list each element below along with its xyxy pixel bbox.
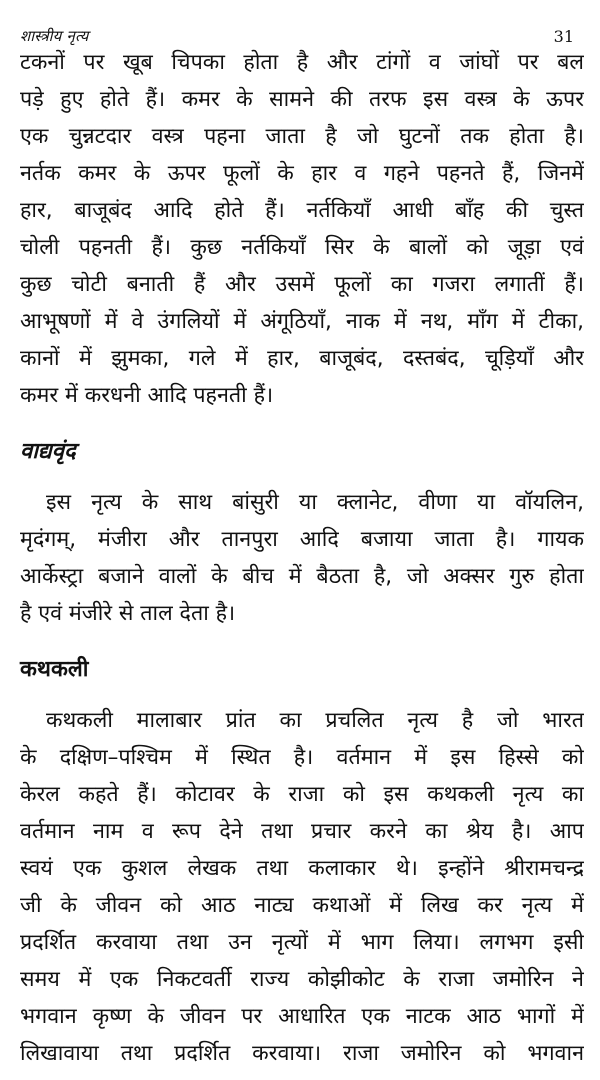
text-line: चोली पहनती हैं। कुछ नर्तकियाँ सिर के बालों को जूड़ा एवं [20,235,584,260]
text-line: आभूषणों में वे उंगलियों में अंगूठियाँ, नाक में नथ, माँग में टीका, [20,309,584,334]
text-line: कानों में झुमका, गले में हार, बाजूबंद, दस्तबंद, चूड़ियाँ और [20,346,584,371]
section-heading-vadyavrind: वाद्यवृंद [20,439,76,464]
section-heading-kathakali: कथकली [20,657,89,682]
page-number: 31 [553,27,574,46]
text-line: भगवान कृष्ण के जीवन पर आधारित एक नाटक आठ भागों में [20,1004,584,1029]
text-line: समय में एक निकटवर्ती राज्य कोझीकोट के राजा जमोरिन ने [20,967,584,992]
text-line: कुछ चोटी बनाती हैं और उसमें फूलों का गजरा लगातीं हैं। [20,272,584,297]
text-line: पड़े हुए होते हैं। कमर के सामने की तरफ इस वस्त्र के ऊपर [20,87,584,112]
text-line: कमर में करधनी आदि पहनती हैं। [20,383,274,408]
text-line: जी के जीवन को आठ नाट्य कथाओं में लिख कर नृत्य में [20,893,584,918]
text-line: प्रदर्शित करवाया तथा उन नृत्यों में भाग लिया। लगभग इसी [20,930,584,955]
running-header [20,0,584,44]
text-line: हार, बाजूबंद आदि होते हैं। नर्तकियाँ आधी बाँह की चुस्त [20,198,584,223]
paragraph-instruments [20,484,584,632]
text-line: आर्केस्ट्रा बजाने वालों के बीच में बैठता है, जो अक्सर गुरु होता [20,564,584,589]
text-line: इस नृत्य के साथ बांसुरी या क्लानेट, वीणा या वॉयलिन, [46,490,584,515]
text-line: एक चुन्नटदार वस्त्र पहना जाता है जो घुटनों तक होता है। [20,124,584,149]
text-line: स्वयं एक कुशल लेखक तथा कलाकार थे। इन्होंने श्रीरामचन्द्र [20,856,584,881]
text-line: है एवं मंजीरे से ताल देता है। [20,601,236,626]
text-line: लिखावाया तथा प्रदर्शित करवाया। राजा जमोरिन को भगवान [20,1041,584,1066]
text-line: टकनों पर खूब चिपका होता है और टांगों व जांघों पर बल [20,50,584,75]
text-line: वर्तमान नाम व रूप देने तथा प्रचार करने का श्रेय है। आप [20,819,584,844]
paragraph-kathakali [20,702,584,1072]
text-line: कथकली मालाबार प्रांत का प्रचलित नृत्य है जो भारत [46,708,584,733]
paragraph-costume [20,44,584,414]
text-line: के दक्षिण–पश्चिम में स्थित है। वर्तमान में इस हिस्से को [20,745,584,770]
text-line: नर्तक कमर के ऊपर फूलों के हार व गहने पहनते हैं, जिनमें [20,161,584,186]
text-line: केरल कहते हैं। कोटावर के राजा को इस कथकली नृत्य का [20,782,584,807]
text-line: मृदंगम्, मंजीरा और तानपुरा आदि बजाया जाता है। गायक [20,527,584,552]
running-title: शास्त्रीय नृत्य [20,27,89,45]
